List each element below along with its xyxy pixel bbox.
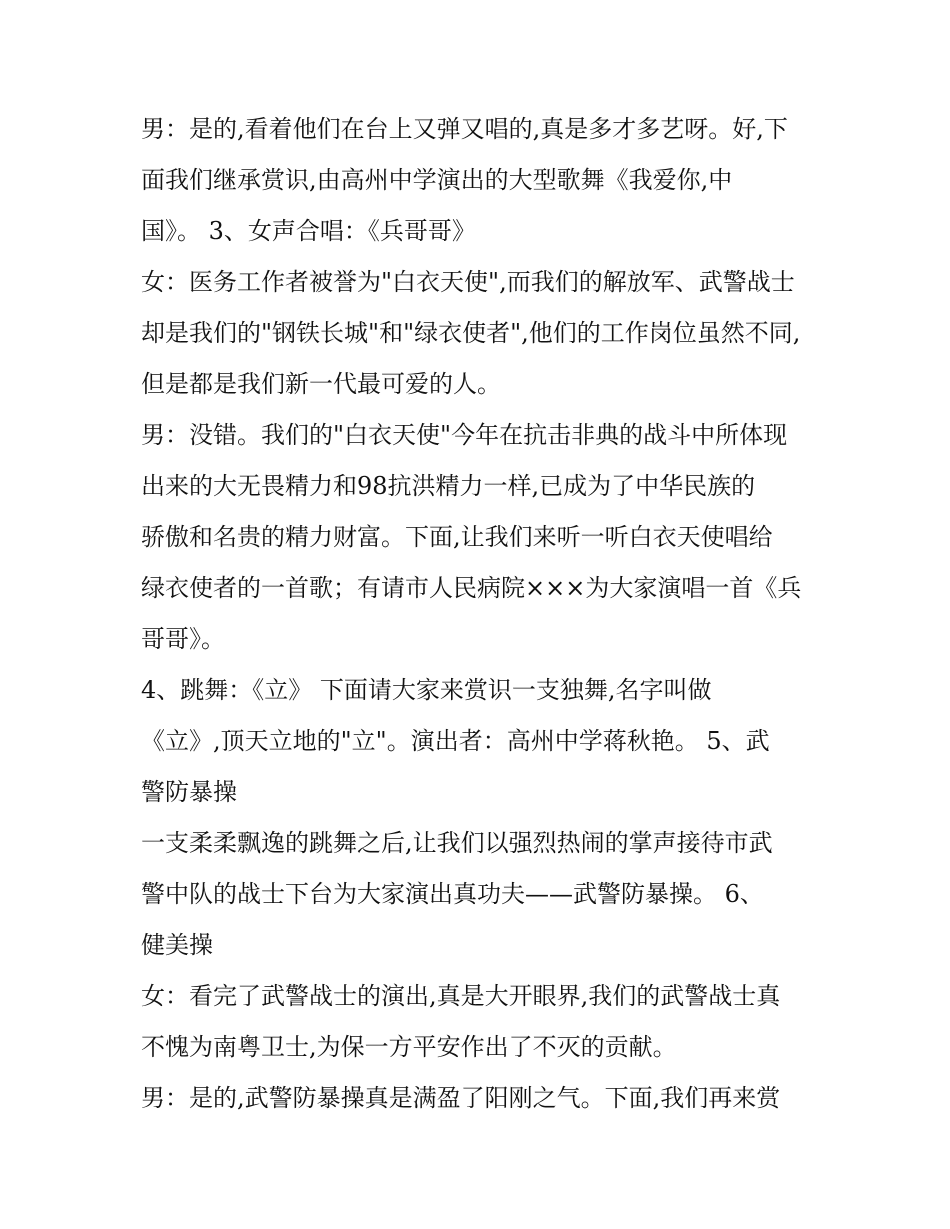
text-line: 4、跳舞：《立》 下面请大家来赏识一支独舞,名字叫做 [141, 676, 712, 704]
text-line: 《立》,顶天立地的"立"。演出者：高州中学蒋秋艳。 5、武 [141, 727, 770, 755]
text-line: 一支柔柔飘逸的跳舞之后,让我们以强烈热闹的掌声接待市武 [141, 829, 773, 857]
text-line: 女：看完了武警战士的演出,真是大开眼界,我们的武警战士真 [141, 982, 781, 1010]
text-line: 男：没错。我们的"白衣天使"今年在抗击非典的战斗中所体现 [141, 421, 788, 449]
text-line: 却是我们的"钢铁长城"和"绿衣使者",他们的工作岗位虽然不同, [141, 319, 801, 347]
text-line: 国》。 3、女声合唱：《兵哥哥》 [141, 217, 476, 245]
text-line: 警防暴操 [141, 778, 237, 806]
text-line: 男：是的,武警防暴操真是满盈了阳刚之气。下面,我们再来赏 [141, 1084, 781, 1112]
text-line: 但是都是我们新一代最可爱的人。 [141, 370, 501, 398]
text-line: 女：医务工作者被誉为"白衣天使",而我们的解放军、武警战士 [141, 268, 795, 296]
text-line: 骄傲和名贵的精力财富。下面,让我们来听一听白衣天使唱给 [141, 523, 773, 551]
text-line: 警中队的战士下台为大家演出真功夫——武警防暴操。 6、 [141, 880, 764, 908]
text-line: 出来的大无畏精力和98抗洪精力一样,已成为了中华民族的 [141, 472, 756, 500]
text-line: 健美操 [141, 931, 213, 959]
text-line: 哥哥》。 [141, 625, 225, 653]
text-line: 面我们继承赏识,由高州中学演出的大型歌舞《我爱你,中 [141, 166, 733, 194]
text-line: 男：是的,看着他们在台上又弹又唱的,真是多才多艺呀。好,下 [141, 115, 788, 143]
text-line: 绿衣使者的一首歌；有请市人民病院×××为大家演唱一首《兵 [141, 574, 802, 602]
text-line: 不愧为南粤卫士,为保一方平安作出了不灭的贡献。 [141, 1033, 677, 1061]
